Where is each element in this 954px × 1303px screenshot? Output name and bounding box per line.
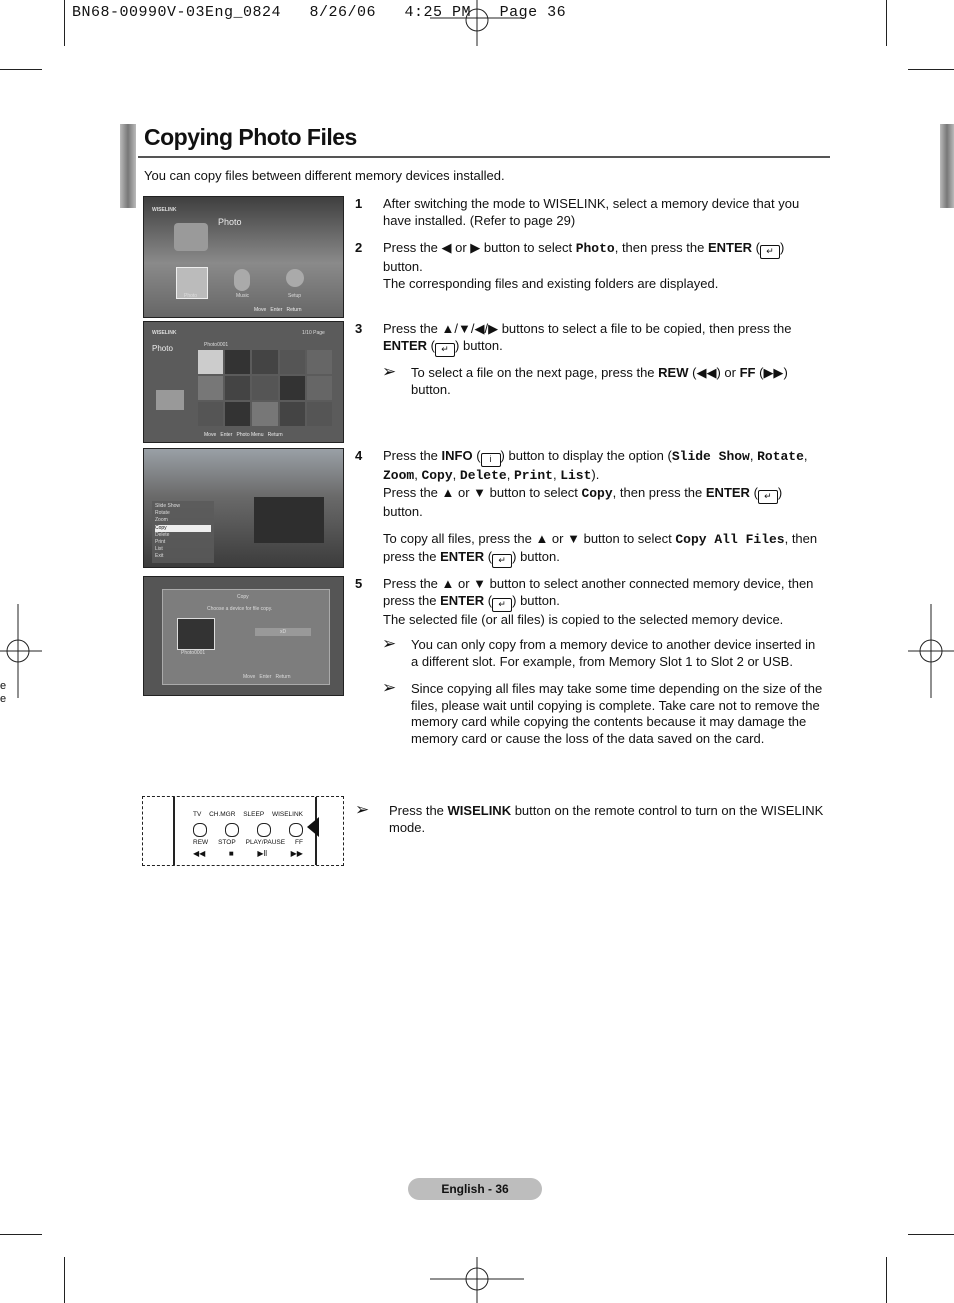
crop-mark [886, 0, 887, 46]
enter-icon: ↵ [760, 245, 780, 259]
camera-icon [174, 223, 208, 251]
crop-mark [64, 0, 65, 46]
step-5-note-2: Since copying all files may take some time depending on the size of the files, please wait until copying is complete. Take care not to remove the memory card while copying the contents because it may damage the memory card or cause the loss of the data saved on the card. [411, 681, 823, 746]
title-side-bar [120, 124, 136, 208]
crop-mark [64, 1257, 65, 1303]
enter-icon: ↵ [758, 490, 778, 504]
step-number: 3 [355, 321, 363, 336]
crop-mark [886, 1257, 887, 1303]
remote-bottom-buttons [193, 849, 303, 858]
step-number: 2 [355, 240, 363, 255]
note-arrow-icon: ➢ [382, 362, 397, 381]
option-menu: Slide Show Rotate Zoom Copy Delete Print List Exit [152, 501, 214, 563]
chalet-photo [254, 497, 324, 543]
folder-name: Photo0001 [204, 342, 229, 348]
screenshot-option-menu [143, 448, 344, 568]
enter-icon: ↵ [435, 343, 455, 357]
menu-item-photo: Photo [184, 293, 198, 299]
margin-letters: e e [0, 680, 7, 705]
step-1-text: After switching the mode to WISELINK, select a memory device that you have installed. (Refer to page 29) [383, 196, 800, 228]
title-rule [138, 156, 830, 158]
step-4-text: Press the INFO ( i ) button to display the option (Slide Show, Rotate, Zoom, Copy, Delete, Print, List). Press the ▲ or ▼ button to select Copy, then press the ENTER ( ↵ ) button. To copy all files, press the ▲ or ▼ button to select Copy All Files, then press the ENTER ( ↵ ) button. [383, 448, 831, 568]
brand-label: WISELINK [152, 207, 177, 213]
intro-text: You can copy files between different memory devices installed. [144, 168, 505, 183]
note-arrow-icon: ➢ [382, 678, 397, 697]
device-option: xD [255, 628, 311, 636]
print-header: BN68-00990V-03Eng_0824 8/26/06 4:25 PM Page 36 [72, 4, 567, 21]
photo-thumbnail [177, 618, 215, 650]
remote-control-illustration [142, 796, 344, 866]
screenshot-wiselink-menu [143, 196, 344, 318]
note-arrow-icon: ➢ [382, 634, 397, 653]
rew-icon: ◀◀ [193, 849, 206, 858]
page-title: Copying Photo Files [144, 124, 357, 150]
dialog-title: Copy [237, 594, 249, 600]
help-bar: Move Enter Return [254, 307, 302, 313]
crop-mark [0, 1234, 42, 1235]
remote-top-labels: TV CH.MGR SLEEP WISELINK [193, 811, 303, 818]
registration-mark-left [0, 604, 42, 698]
setup-item-icon [286, 269, 304, 287]
remote-bottom-labels: REW STOP PLAY/PAUSE FF [193, 839, 303, 846]
crop-mark [908, 1234, 954, 1235]
thumbnail-grid [198, 350, 332, 426]
step-3-text: Press the ▲/▼/◀/▶ buttons to select a file to be copied, then press the ENTER ( ↵ ) button. [383, 321, 831, 357]
step-3-note: To select a file on the next page, press the REW (◀◀) or FF (▶▶) button. [411, 365, 788, 397]
screenshot-copy-dialog [143, 576, 344, 696]
page-indicator: 1/10 Page [302, 330, 325, 336]
page-number-footer: English - 36 [408, 1178, 542, 1200]
step-5-note-1: You can only copy from a memory device to another device inserted in a different slot. For example, from Memory Slot 1 to Slot 2 or USB. [411, 637, 816, 669]
remote-note: Press the WISELINK button on the remote control to turn on the WISELINK mode. [389, 803, 824, 835]
menu-item-music: Music [236, 293, 250, 299]
registration-mark-bottom [430, 1257, 524, 1303]
screen-title: Photo [218, 217, 242, 227]
ff-icon: ▶▶ [290, 849, 303, 858]
note-arrow-icon: ➢ [355, 800, 370, 819]
remote-top-buttons [193, 823, 303, 837]
step-5-text: Press the ▲ or ▼ button to select another connected memory device, then press the ENTER ( ↵ ) button. The selected file (or all files) is copied to the selected memory device. [383, 576, 814, 627]
copy-dialog [162, 589, 330, 685]
step-number: 1 [355, 196, 363, 211]
crop-mark [908, 69, 954, 70]
stop-icon: ■ [228, 849, 234, 858]
registration-mark-right [908, 604, 954, 698]
music-item-icon [234, 269, 250, 291]
menu-item-setup: Setup [288, 293, 302, 299]
step-number: 4 [355, 448, 363, 463]
page-edge-bar [940, 124, 954, 208]
camera-icon [156, 390, 184, 410]
brand-label: WISELINK [152, 330, 177, 336]
help-bar: Move Enter Return [243, 674, 291, 680]
info-icon: i [481, 453, 501, 467]
pointer-arrow-icon [307, 817, 319, 837]
step-number: 5 [355, 576, 363, 591]
enter-icon: ↵ [492, 554, 512, 568]
play-pause-icon: ▶ll [257, 849, 268, 858]
step-2-text: Press the ◀ or ▶ button to select Photo, then press the ENTER ( ↵ ) button. The corresponding files and existing folders are displayed. [383, 240, 785, 291]
help-bar: Move Enter Photo Menu Return [204, 432, 283, 438]
crop-mark [0, 69, 42, 70]
thumbnail-label: Photo0001 [181, 650, 206, 656]
screenshot-photo-browser [143, 321, 344, 443]
dialog-prompt: Choose a device for file copy. [207, 606, 273, 612]
screen-title: Photo [152, 344, 173, 353]
enter-icon: ↵ [492, 598, 512, 612]
